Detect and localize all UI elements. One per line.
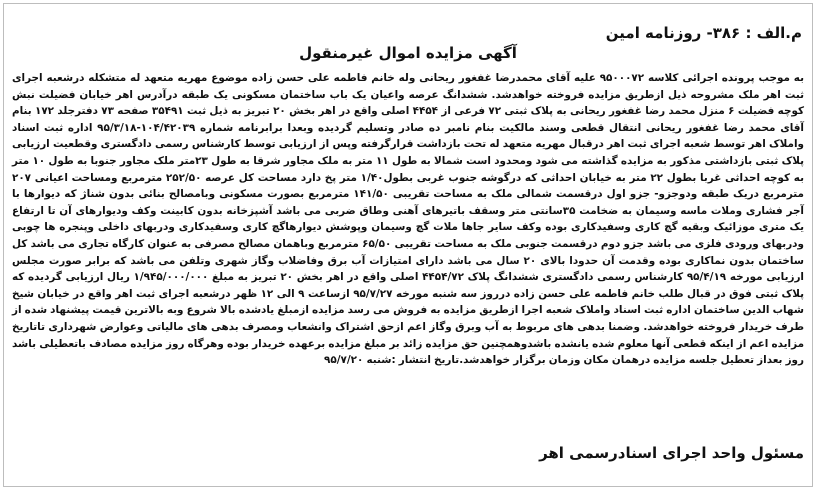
notice-title: آگهی مزایده اموال غیرمنقول bbox=[299, 44, 517, 62]
notice-body: به موجب پرونده اجرائی کلاسه ۹۵۰۰۰۷۲ علیه آقای محمدرضا غفغور ریحانی وله خانم فاطمه علی حسن زاده موضوع مهریه متعهد له متشکله درشعبه اجرای ثبت اهر ملک مشروحه ذیل ازطریق مزایده فروخته خواهدشد. ششدانگ عرصه واعیان یک باب ساختمان مسکونی یک طبقه درآدرس اهر خیابان فضیلت نبش کوچه فضیلت ۶ منزل محمد رضا غفغور ریحانی به پلاک ثبتی ۷۲ فرعی از ۴۴۵۴ اصلی واقع در اهر بخش ۲۰ تبریز به ذیل ثبت ۳۵۴۹۱ صفحه ۷۳ دفترجلد ۱۷۲ بنام آقای محمد رضا غفغور ریحانی انتقال قطعی وسند مالکیت بنام نامبر ده صادر وتسلیم گردیده وبعدا برابرنامه شماره ۱۰۴/۴۲۰۳۹-۹۵/۳/۱۸ اداره ثبت اسناد واملاک اهر توسط شعبه اجرای ثبت اهر درقبال مهریه متعهد له تحت بازداشت قرارگرفته وپس از ارزیابی توسط کارشناس رسمی دادگستری وقطعیت ارزیابی پلاک ثبتی بازداشتی مذکور به مزایده گذاشته می شود ومحدود است شمالا به طول ۱۱ متر به ملک مجاور شرقا به طول ۲۳متر ملک مجاور جنوبا به طول ۱۰ متر به کوچه احداثی غربا بطول ۲۲ متر به خیابان احداثی که درگوشه جنوب غربی بطول۱/۴۰ متر پخ دارد مساحت کل عرصه ۲۵۲/۵۰ مترمربع ومساحت اعیانی ۲۰۷ مترمربع دریک طبقه ودوجزو- جزو اول درقسمت شمالی ملک به مساحت تقریبی ۱۴۱/۵۰ مترمربع بصورت مسکونی وبامصالح بنائی بدون شناژ که دیوارها با آجر فشاری وملات ماسه وسیمان به ضخامت ۳۵سانتی متر وسقف باتیرهای آهنی وطاق ضربی می باشد آشپزخانه بدون کابینت وکف ودیوارهای آن تا ارتفاع یک متری موزائیک وبقیه گچ کاری وسفیدکاری بوده وکف سایر جاها ملات گچ وسیمان وپوشش دیوارهاگچ کاری وسفیدکاری ودربهای داخلی وپنجره ها چوبی ودربهای ورودی فلزی می باشد جزو دوم درقسمت جنوبی ملک به مساحت تقریبی ۶۵/۵۰ مترمربع وباهمان مصالح مصرفی به عنوان کارگاه تجاری می باشد کل ساختمان بدون نماکاری بوده وقدمت آن حدودا بالای ۲۰ سال می باشد دارای امتیازات آب برق وفاضلاب وگاز شهری وتلفن می باشد که برابر صورت مجلس ارزیابی مورخه ۹۵/۴/۱۹ کارشناس رسمی دادگستری ششدانگ پلاک ۴۴۵۴/۷۲ اصلی واقع در اهر بخش ۲۰ تبریز به مبلغ ۱/۹۴۵/۰۰۰/۰۰۰ ریال ارزیابی گردیده که پلاک ثبتی فوق در قبال طلب خانم فاطمه علی حسن زاده درروز سه شنبه مورخه ۹۵/۷/۲۷ ازساعت ۹ الی ۱۲ ظهر درشعبه اجرای ثبت اهر واقع در خیابان شیخ شهاب الدین ساختمان اداره ثبت اسناد واملاک شعبه اجرا ازطریق مزایده به فروش می رسد مزایده ازمبلغ یادشده بالا شروع وبه بالاترین قیمت پیشنهاد شده از طرف خریدار فروخته خواهدشد. وضمنا بدهی های مربوط به آب وبرق وگاز اعم ازحق اشتراک وانشعاب ومصرف بدهی های مالیاتی وعوارض شهرداری تاتاریخ مزایده اعم از اینکه قطعی آنها معلوم شده یانشده باشدوهمچنین حق مزایده زائد بر مبلغ مزایده برعهده خریدار بوده وهرگاه روز مزایده مصادف باتعطیلی باشد روز بعداز تعطیل جلسه مزایده درهمان مکان وزمان برگزار خواهدشد.تاریخ انتشار :شنبه ۹۵/۷/۲۰ bbox=[12, 72, 805, 367]
notice-page bbox=[3, 3, 813, 487]
issuer-signature: مسئول واحد اجرای اسنادرسمی اهر bbox=[539, 444, 804, 462]
newspaper-reference: م.الف : ۳۸۶- روزنامه امین bbox=[605, 24, 802, 42]
